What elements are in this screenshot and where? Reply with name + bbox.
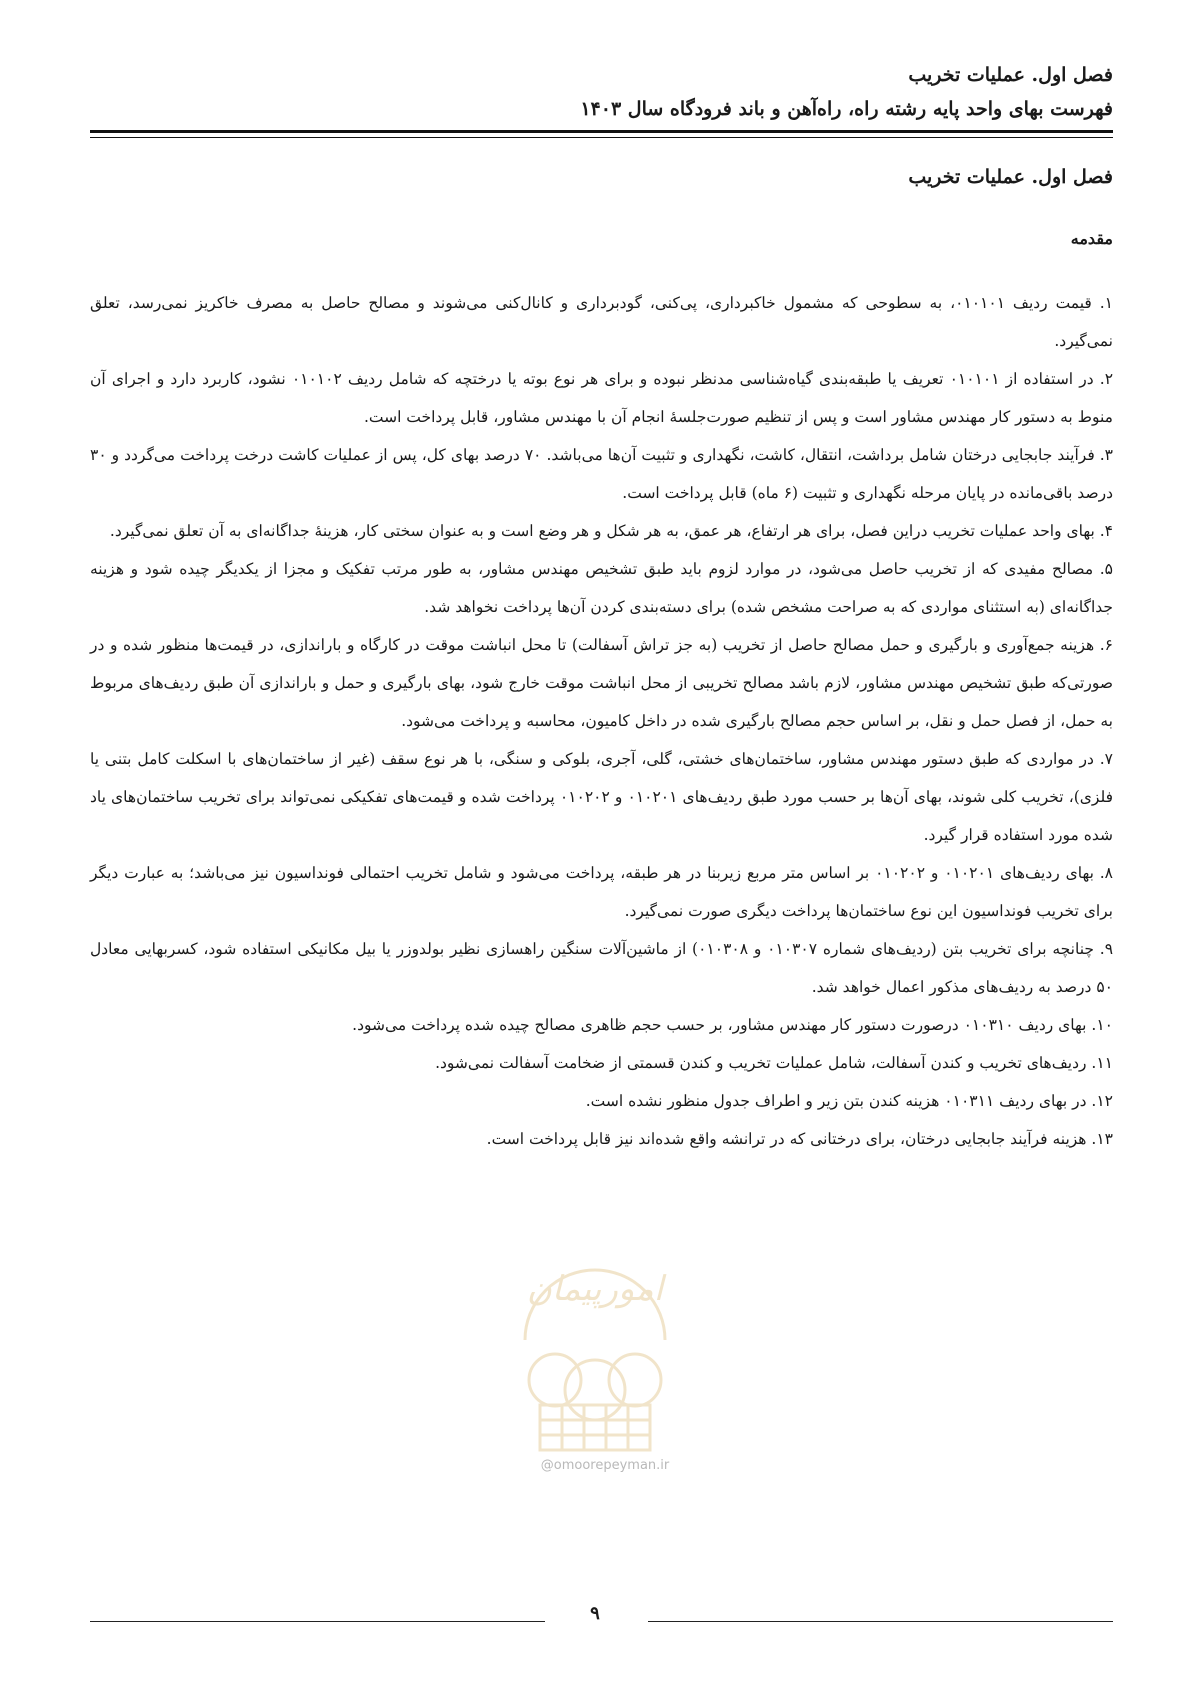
header-chapter-line: فصل اول. عملیات تخریب — [908, 64, 1113, 86]
watermark-logo — [495, 1230, 695, 1480]
paragraph-3: ۳. فرآیند جابجایی درختان شامل برداشت، انتقال، کاشت، نگهداری و تثبیت آن‌ها می‌باشد. ۷۰ درصد بهای کل، پس از عملیات کاشت درخت پرداخت می‌گردد و ۳۰ درصد باقی‌مانده در پایان مرحله نگهداری و تثبیت (۶ ماه) قابل پرداخت است. — [90, 446, 1113, 502]
paragraph-12: ۱۲. در بهای ردیف ۰۱۰۳۱۱ هزینه کندن بتن زیر و اطراف جدول منظور نشده است. — [585, 1092, 1113, 1110]
paragraph-11: ۱۱. ردیف‌های تخریب و کندن آسفالت، شامل عملیات تخریب و کندن قسمتی از ضخامت آسفالت نمی‌شود. — [435, 1054, 1113, 1072]
paragraph-13: ۱۳. هزینه فرآیند جابجایی درختان، برای درختانی که در ترانشه واقع شده‌اند نیز قابل پرداخت است. — [486, 1130, 1113, 1148]
page-number: ۹ — [590, 1603, 600, 1624]
paragraph-9: ۹. چنانچه برای تخریب بتن (ردیف‌های شماره ۰۱۰۳۰۷ و ۰۱۰۳۰۸) از ماشین‌آلات سنگین راهسازی نظیر بولدوزر یا بیل مکانیکی استفاده شود، کسربهایی معادل ۵۰ درصد به ردیف‌های مذکور اعمال خواهد شد. — [90, 940, 1114, 996]
paragraph-7: ۷. در مواردی که طبق دستور مهندس مشاور، ساختمان‌های خشتی، گلی، آجری، بلوکی و سنگی، با هر نوع سقف (غیر از ساختمان‌های با اسکلت کامل بتنی یا فلزی)، تخریب کلی شوند، بهای آن‌ها بر حسب مورد طبق ردیف‌های ۰۱۰۲۰۱ و ۰۱۰۲۰۲ پرداخت شده و قیمت‌های تفکیکی نمی‌تواند برای تخریب ساختمان‌های یاد شده مورد استفاده قرار گیرد. — [90, 750, 1114, 844]
watermark-script: امورپیمان — [526, 1269, 664, 1309]
paragraph-1: ۱. قیمت ردیف ۰۱۰۱۰۱، به سطوحی که مشمول خاکبرداری، پی‌کنی، گودبرداری و کانال‌کنی می‌شوند و مصالح حاصل به مصرف خاکریز نمی‌رسد، تعلق نمی‌گیرد. — [90, 294, 1113, 350]
paragraph-8: ۸. بهای ردیف‌های ۰۱۰۲۰۱ و ۰۱۰۲۰۲ بر اساس متر مربع زیربنا در هر طبقه، پرداخت می‌شود و شامل تخریب احتمالی فونداسیون نیز می‌باشد؛ به عبارت دیگر برای تخریب فونداسیون این نوع ساختمان‌ها پرداخت دیگری صورت نمی‌گیرد. — [90, 864, 1113, 920]
footer-rule-right — [648, 1621, 1113, 1622]
body-text — [90, 284, 1113, 1158]
watermark-emblem-icon — [495, 1230, 695, 1460]
paragraph-5: ۵. مصالح مفیدی که از تخریب حاصل می‌شود، در موارد لزوم باید طبق تشخیص مهندس مشاور، به طور مرتب تفکیک و مجزا از یکدیگر چیده شود و هزینه جداگانه‌ای (به استثنای مواردی که به صراحت مشخص شده) برای دسته‌بندی کردن آن‌ها پرداخت نخواهد شد. — [90, 560, 1113, 616]
paragraph-2: ۲. در استفاده از ۰۱۰۱۰۱ تعریف یا طبقه‌بندی گیاه‌شناسی مدنظر نبوده و برای هر نوع بوته یا درختچه که شامل ردیف ۰۱۰۱۰۲ نشود، کاربرد دارد و اجرای آن منوط به دستور کار مهندس مشاور است و پس از تنظیم صورت‌جلسهٔ انجام آن با مهندس مشاور، قابل پرداخت است. — [90, 370, 1114, 426]
paragraph-6: ۶. هزینه جمع‌آوری و بارگیری و حمل مصالح حاصل از تخریب (به جز تراش آسفالت) تا محل انباشت موقت در کارگاه و باراندازی، در قیمت‌ها منظور شده و در صورتی‌که طبق تشخیص مهندس مشاور، لازم باشد مصالح تخریبی از محل انباشت موقت خارج شود، بهای بارگیری و حمل و باراندازی آن طبق ردیف‌های مربوط به حمل، از فصل حمل و نقل، بر اساس حجم مصالح بارگیری شده در داخل کامیون، محاسبه و پرداخت می‌شود. — [90, 636, 1113, 730]
header-rule-thick — [90, 130, 1113, 133]
running-header — [78, 58, 1113, 126]
footer-rule-left — [90, 1621, 545, 1622]
paragraph-10: ۱۰. بهای ردیف ۰۱۰۳۱۰ درصورت دستور کار مهندس مشاور، بر حسب حجم ظاهری مصالح چیده شده پرداخت می‌شود. — [352, 1016, 1113, 1034]
watermark-url: @omoorepeyman.ir — [540, 1458, 670, 1473]
chapter-title: فصل اول. عملیات تخریب — [908, 166, 1113, 188]
header-rule-thin — [90, 137, 1113, 138]
paragraph-4: ۴. بهای واحد عملیات تخریب دراین فصل، برای هر ارتفاع، هر عمق، به هر شکل و هر وضع است و به عنوان سختی کار، هزینهٔ جداگانه‌ای به آن تعلق نمی‌گیرد. — [109, 522, 1113, 540]
header-document-title: فهرست بهای واحد پایه رشته راه، راه‌آهن و باند فرودگاه سال ۱۴۰۳ — [580, 98, 1113, 120]
section-title: مقدمه — [1070, 229, 1113, 248]
